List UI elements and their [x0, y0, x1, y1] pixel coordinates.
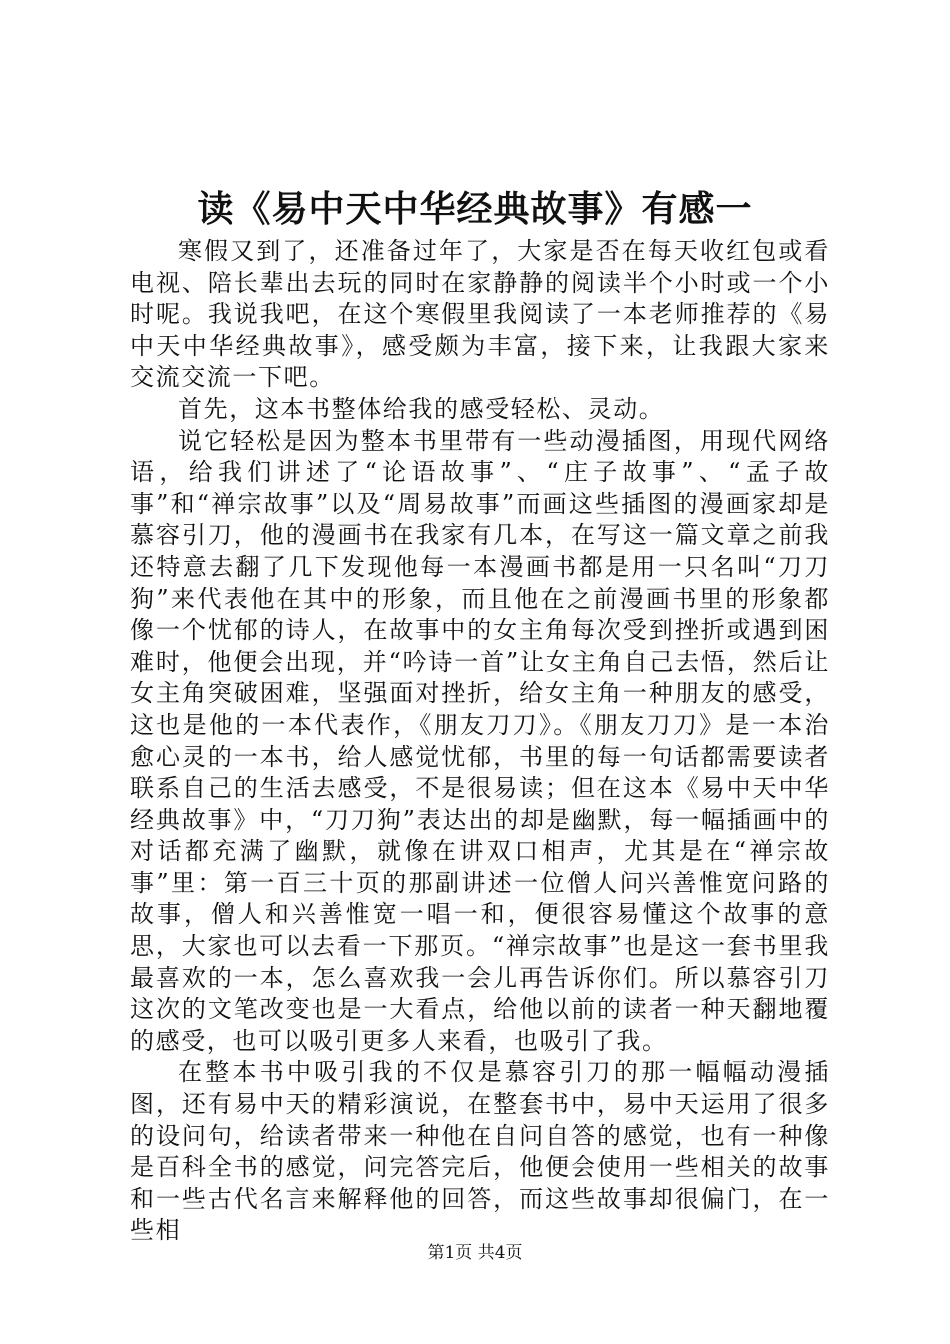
document-body [130, 236, 830, 1247]
page-title: 读《易中天中华经典故事》有感一 [197, 188, 753, 230]
paragraph-1: 寒假又到了，还准备过年了，大家是否在每天收红包或看电视、陪长辈出去玩的同时在家静静的阅读半个小时或一个小时呢。我说我吧，在这个寒假里我阅读了一本老师推荐的《易中天中华经典故事》，感受颇为丰富，接下来，让我跟大家来交流交流一下吧。 [130, 237, 830, 392]
paragraph-2: 首先，这本书整体给我的感受轻松、灵动。 [178, 394, 665, 423]
page-number-footer: 第1页 共4页 [427, 1243, 523, 1263]
paragraph-4: 在整本书中吸引我的不仅是慕容引刀的那一幅幅动漫插图，还有易中天的精彩演说，在整套书中，易中天运用了很多的设问句，给读者带来一种他在自问自答的感觉，也有一种像是百科全书的感觉，问完答完后，他便会使用一些相关的故事和一些古代名言来解释他的回答，而这些故事却很偏门，在一些相 [130, 1058, 830, 1245]
paragraph-3: 说它轻松是因为整本书里带有一些动漫插图，用现代网络语，给我们讲述了“论语故事”、“庄子故事”、“孟子故事”和“禅宗故事”以及“周易故事”而画这些插图的漫画家却是慕容引刀，他的漫画书在我家有几本，在写这一篇文章之前我还特意去翻了几下发现他每一本漫画书都是用一只名叫“刀刀狗”来代表他在其中的形象，而且他在之前漫画书里的形象都像一个忧郁的诗人，在故事中的女主角每次受到挫折或遇到困难时，他便会出现，并“吟诗一首”让女主角自己去悟，然后让女主角突破困难，坚强面对挫折，给女主角一种朋友的感受，这也是他的一本代表作，《朋友刀刀》。《朋友刀刀》是一本治愈心灵的一本书，给人感觉忧郁，书里的每一句话都需要读者联系自己的生活去感受，不是很易读；但在这本《易中天中华经典故事》中，“刀刀狗”表达出的却是幽默，每一幅插画中的对话都充满了幽默，就像在讲双口相声，尤其是在“禅宗故事”里：第一百三十页的那副讲述一位僧人问兴善惟宽问路的故事，僧人和兴善惟宽一唱一和，便很容易懂这个故事的意思，大家也可以去看一下那页。“禅宗故事”也是这一套书里我最喜欢的一本，怎么喜欢我一会儿再告诉你们。所以慕容引刀这次的文笔改变也是一大看点，给他以前的读者一种天翻地覆的感受，也可以吸引更多人来看，也吸引了我。 [130, 426, 830, 1055]
